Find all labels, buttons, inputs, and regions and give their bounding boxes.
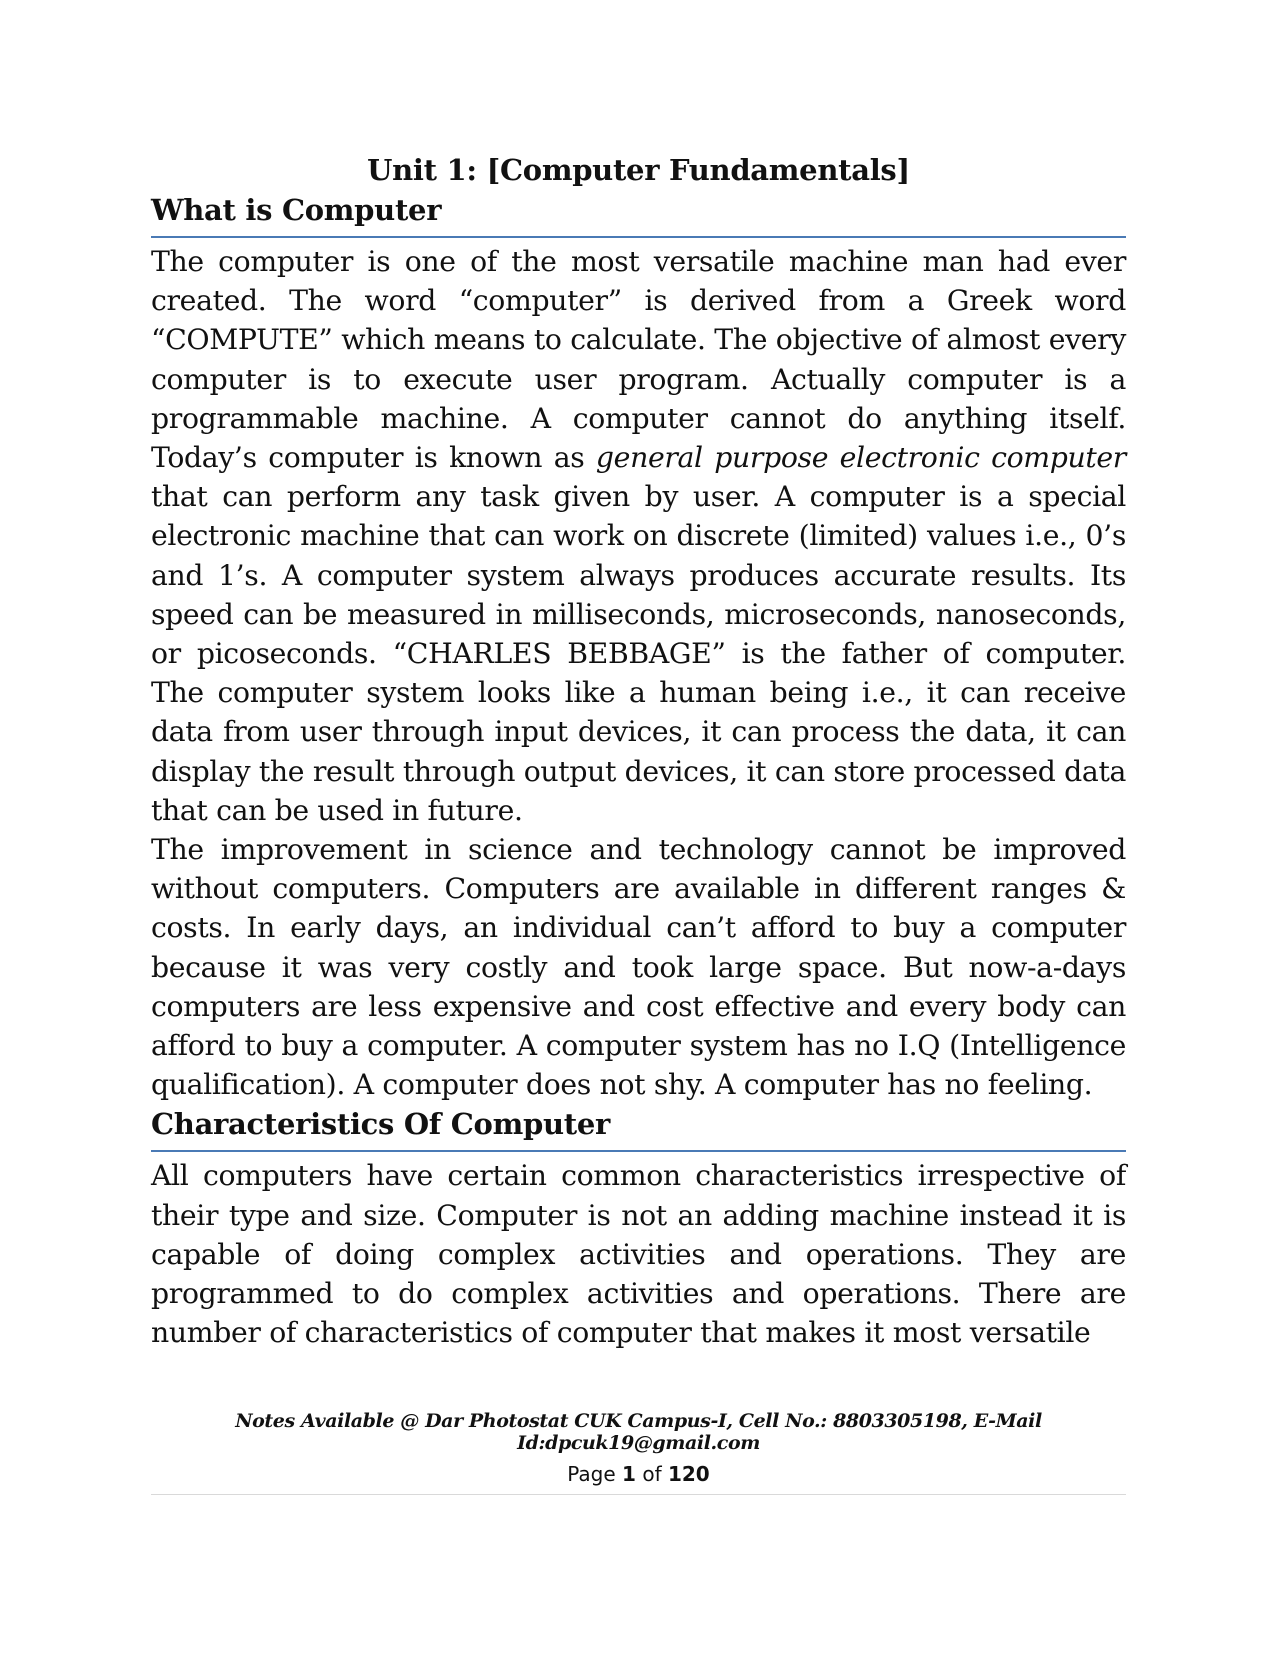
of-word: of: [642, 1462, 662, 1486]
total-pages: 120: [667, 1462, 710, 1486]
document-page: [151, 150, 1126, 1352]
section-heading-what-is-computer: What is Computer: [151, 190, 1126, 238]
section-heading-characteristics: Characteristics Of Computer: [151, 1104, 1126, 1152]
paragraph-text: that can perform any task given by user. A computer is a special electronic machine that can work on discrete (limited) values i.e., 0’s and 1’s. A computer system always produces accurate results. Its speed can be measured in milliseconds, microseconds, nanoseconds, or picoseconds. “CHARLES BEBBAGE” is the father of computer. The computer system looks like a human being i.e., it can receive data from user through input devices, it can process the data, it can display the result through output devices, it can store processed data that can be used in future.: [151, 480, 1126, 827]
page-number-footer: [151, 1462, 1126, 1495]
unit-title: Unit 1: [Computer Fundamentals]: [367, 153, 910, 187]
paragraph-text: The computer is one of the most versatile machine man had ever created. The word “computer” is derived from a Greek word “COMPUTE” which means to calculate. The objective of almost every computer is to execute user program. Actually computer is a programmable machine. A computer cannot do anything itself. Today’s computer is known as: [151, 245, 1126, 475]
current-page-number: 1: [622, 1462, 636, 1486]
paragraph-what-is-computer-1: [151, 242, 1126, 830]
page-word: Page: [567, 1462, 616, 1486]
paragraph-what-is-computer-2: The improvement in science and technology cannot be improved without computers. Computers are available in different ranges & costs. In early days, an individual can’t afford to buy a computer because it was very costly and took large space. But now-a-days computers are less expensive and cost effective and every body can afford to buy a computer. A computer system has no I.Q (Intelligence qualification). A computer does not shy. A computer has no feeling.: [151, 833, 1126, 1102]
paragraph-characteristics-1: All computers have certain common characteristics irrespective of their type and size. Computer is not an adding machine instead it is capable of doing complex activities and operations. They are programmed to do complex activities and operations. There are number of characteristics of computer that makes it most versatile: [151, 1159, 1126, 1350]
italic-term: general purpose electronic computer: [595, 441, 1126, 475]
footer-note: Notes Available @ Dar Photostat CUK Campus-I, Cell No.: 8803305198, E-Mail Id:dpcuk19@gmail.com: [235, 1410, 1042, 1454]
